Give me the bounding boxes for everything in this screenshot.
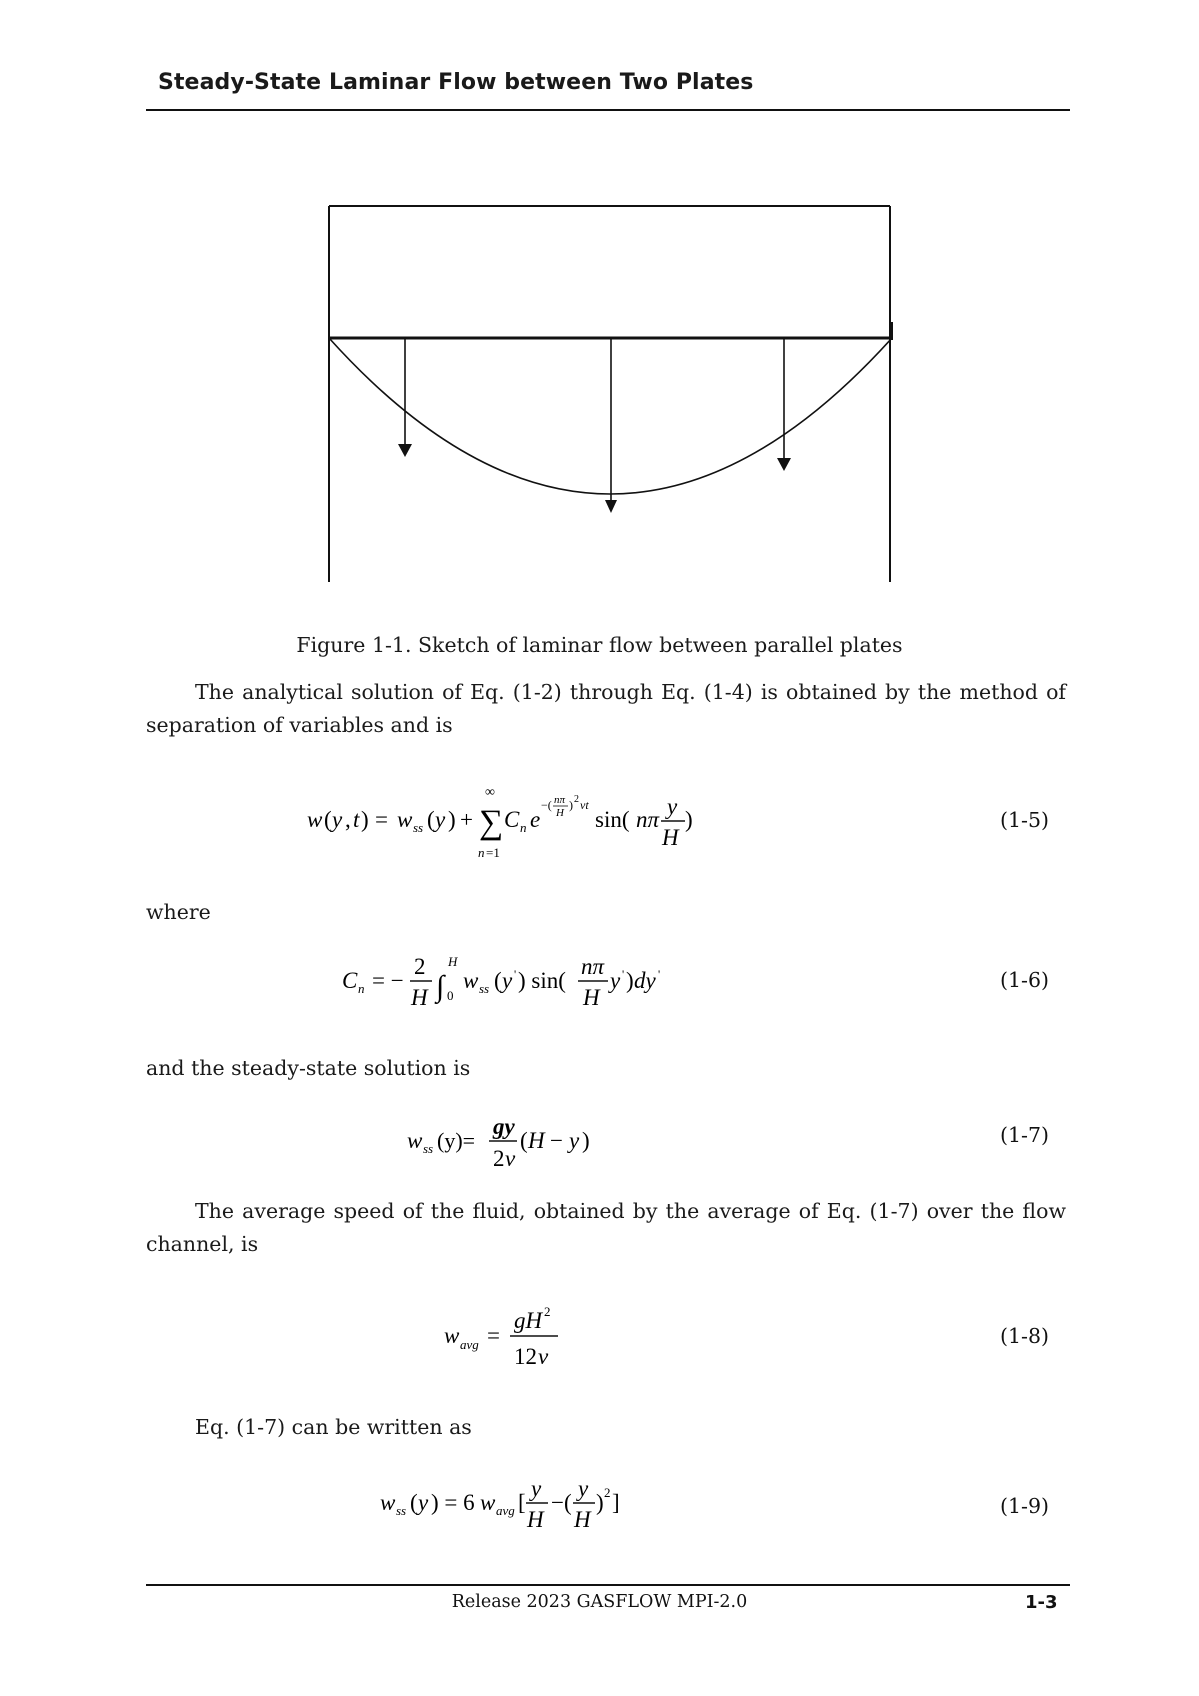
svg-text:avg: avg: [496, 1503, 515, 1518]
svg-text:H: H: [528, 1128, 545, 1153]
equation-number-1-5: (1-5): [1000, 808, 1050, 832]
svg-text:H: H: [411, 985, 428, 1010]
svg-text:): ): [685, 807, 693, 832]
svg-text:dy: dy: [634, 968, 656, 993]
svg-text:(: (: [494, 968, 502, 993]
svg-text:H: H: [574, 1507, 591, 1532]
svg-text:∞: ∞: [485, 785, 495, 800]
svg-text:': ': [514, 967, 517, 981]
svg-text:2: 2: [544, 1304, 551, 1319]
svg-text:ss: ss: [413, 820, 424, 835]
svg-text:): ): [361, 807, 369, 832]
velocity-arrow-right: [777, 338, 791, 471]
svg-text:nπ: nπ: [554, 794, 566, 806]
equation-1-7: [405, 1108, 615, 1178]
svg-text:w: w: [380, 1490, 396, 1515]
svg-text:H: H: [583, 985, 600, 1010]
page-header-title: Steady-State Laminar Flow between Two Plates: [158, 70, 754, 95]
svg-text:y: y: [418, 1490, 429, 1515]
paragraph-where: where: [146, 900, 211, 924]
svg-text:w: w: [444, 1323, 460, 1348]
equation-1-9: [378, 1473, 638, 1543]
equation-1-6: [340, 948, 680, 1018]
figure-caption: Figure 1-1. Sketch of laminar flow between parallel plates: [296, 633, 903, 657]
svg-text:w: w: [397, 807, 413, 832]
svg-text:2: 2: [574, 794, 579, 805]
svg-text:νt: νt: [580, 798, 589, 812]
equation-number-1-9: (1-9): [1000, 1494, 1050, 1518]
svg-text:(: (: [427, 807, 435, 832]
svg-text:H: H: [448, 954, 458, 969]
svg-text:nπ: nπ: [636, 807, 660, 832]
paragraph-steady-state: and the steady-state solution is: [146, 1056, 471, 1080]
svg-text:C: C: [504, 807, 520, 832]
svg-text:ν: ν: [505, 1146, 516, 1171]
svg-text:n: n: [358, 981, 365, 996]
svg-text:y: y: [435, 807, 446, 832]
svg-text:): ): [626, 968, 634, 993]
header-rule: [146, 109, 1070, 111]
svg-text:−(: −(: [551, 1490, 572, 1515]
svg-text:w: w: [463, 968, 479, 993]
svg-text:w: w: [307, 807, 323, 832]
svg-text:]: ]: [612, 1490, 620, 1515]
svg-text:,: ,: [345, 807, 351, 832]
svg-text:w: w: [407, 1128, 423, 1153]
svg-text:∫: ∫: [436, 970, 445, 1003]
svg-text:): ): [448, 807, 456, 832]
svg-text:C: C: [342, 968, 358, 993]
equation-1-5: [305, 785, 735, 865]
svg-text:(: (: [324, 807, 332, 832]
svg-text:=: =: [487, 1323, 500, 1348]
svg-text:y: y: [332, 807, 343, 832]
svg-text:) sin(: ) sin(: [518, 968, 566, 993]
svg-text:= −: = −: [372, 968, 404, 993]
svg-text:+: +: [460, 807, 473, 832]
svg-text:∑: ∑: [479, 804, 504, 841]
svg-text:y: y: [667, 794, 678, 819]
svg-text:): ): [582, 1128, 590, 1153]
svg-text:H: H: [662, 825, 679, 850]
svg-text:−(: −(: [541, 798, 552, 812]
svg-text:2: 2: [604, 1485, 611, 1500]
svg-text:gy: gy: [493, 1114, 515, 1139]
svg-text:e: e: [530, 807, 541, 832]
svg-text:): ): [569, 798, 573, 812]
svg-text:y: y: [569, 1128, 580, 1153]
laminar-flow-sketch: [320, 200, 900, 585]
svg-text:gH: gH: [514, 1308, 543, 1333]
footer-rule: [146, 1584, 1070, 1586]
footer-release: Release 2023 GASFLOW MPI-2.0: [451, 1592, 748, 1612]
svg-text:sin(: sin(: [595, 807, 630, 832]
svg-text:(y)=: (y)=: [437, 1128, 476, 1153]
velocity-arrow-center: [605, 338, 617, 513]
svg-text:): ): [596, 1490, 604, 1515]
svg-text:H: H: [527, 1507, 544, 1532]
svg-text:y: y: [610, 968, 621, 993]
svg-text:': ': [658, 967, 661, 981]
equation-1-8: [442, 1300, 572, 1380]
svg-text:n: n: [478, 845, 485, 860]
svg-text:2: 2: [414, 954, 426, 979]
svg-text:=: =: [375, 807, 388, 832]
equation-number-1-6: (1-6): [1000, 968, 1050, 992]
svg-text:t: t: [353, 807, 360, 832]
svg-text:(: (: [410, 1490, 418, 1515]
svg-text:ss: ss: [396, 1503, 407, 1518]
svg-text:ss: ss: [423, 1141, 434, 1156]
svg-text:=1: =1: [486, 845, 500, 860]
svg-text:nπ: nπ: [581, 954, 605, 979]
svg-text:n: n: [520, 820, 527, 835]
svg-text:2: 2: [493, 1146, 505, 1171]
svg-text:avg: avg: [460, 1337, 479, 1352]
svg-text:12: 12: [514, 1344, 537, 1369]
equation-number-1-7: (1-7): [1000, 1123, 1050, 1147]
svg-text:−: −: [550, 1128, 563, 1153]
svg-text:H: H: [556, 807, 564, 819]
velocity-arrow-left: [398, 338, 412, 457]
svg-text:[: [: [518, 1490, 526, 1515]
paragraph-average: The average speed of the fluid, obtained by the average of Eq. (1-7) over the flow channel, is: [146, 1199, 1066, 1256]
svg-text:y: y: [502, 968, 513, 993]
svg-text:': ': [622, 967, 625, 981]
paragraph-intro: The analytical solution of Eq. (1-2) through Eq. (1-4) is obtained by the method of separation of variables and is: [146, 680, 1066, 737]
svg-text:y: y: [531, 1476, 542, 1501]
equation-number-1-8: (1-8): [1000, 1324, 1050, 1348]
paragraph-rewrite: Eq. (1-7) can be written as: [195, 1415, 472, 1439]
svg-text:ν: ν: [538, 1344, 549, 1369]
svg-text:) = 6: ) = 6: [431, 1490, 475, 1515]
svg-text:y: y: [578, 1476, 589, 1501]
svg-text:ss: ss: [479, 981, 490, 996]
svg-text:w: w: [480, 1490, 496, 1515]
svg-text:(: (: [520, 1128, 528, 1153]
svg-text:0: 0: [447, 988, 454, 1003]
page-number: 1-3: [1025, 1592, 1058, 1613]
